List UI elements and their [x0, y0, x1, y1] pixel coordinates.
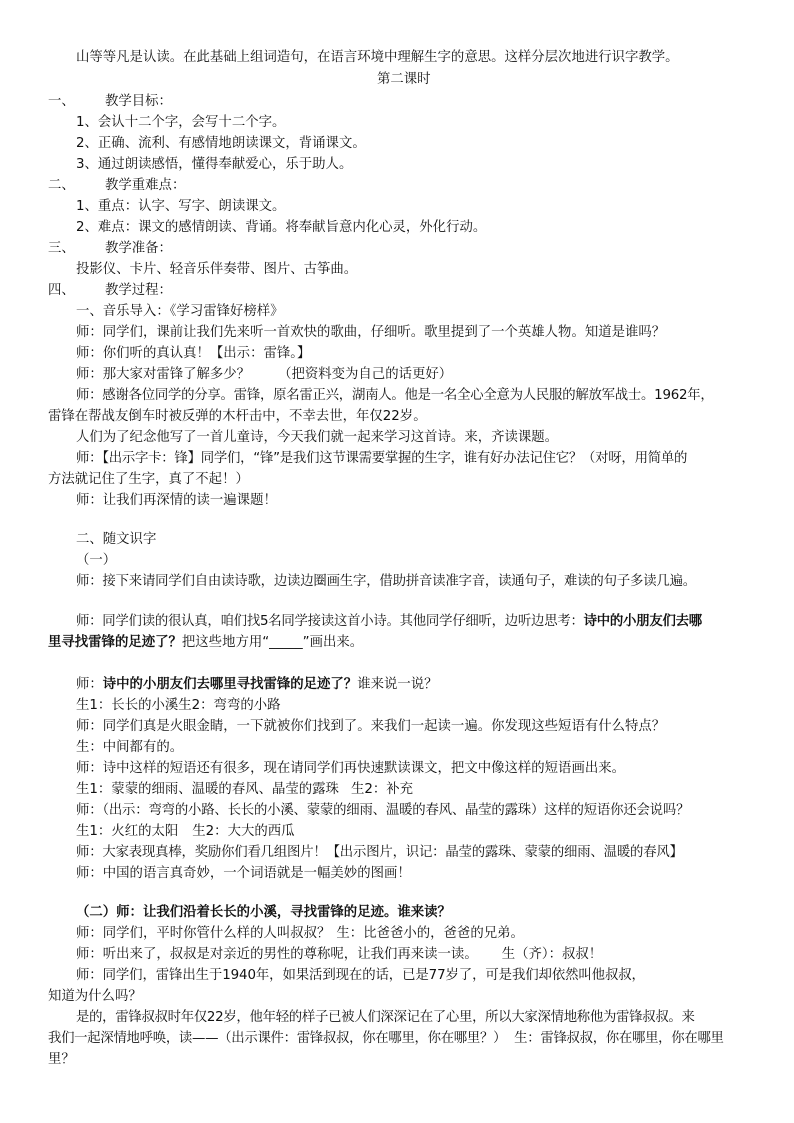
subsection-heading: 二、随文识字 — [76, 532, 157, 547]
section-number: 一、 — [48, 94, 75, 109]
paragraph-line: 知道为什么吗？ — [48, 989, 142, 1004]
dialogue-text: 师：听出来了，叔叔是对亲近的男性的尊称呢，让我们再来读一读。 — [76, 947, 478, 962]
dialogue-line — [48, 633, 363, 653]
dialogue-line: 师：【出示字卡：锋】同学们，“锋”是我们这节课需要掌握的生字，谁有好办法记住它？（对呀，用简单的 — [76, 451, 688, 466]
dialogue-line: 师：接下来请同学们自由读诗歌，边读边圈画生字，借助拼音读准字音，读通句子，难读的句子多读几遍。 — [76, 574, 696, 589]
section-heading: 教学目标： — [105, 94, 172, 109]
paragraph-line: 人们为了纪念他写了一首儿童诗，今天我们就一起来学习这首诗。来，齐读课题。 — [76, 430, 559, 445]
dialogue-line: 师：诗中这样的短语还有很多，现在请同学们再快速默读课文，把文中像这样的短语画出来。 — [76, 761, 626, 776]
paragraph-line: 雷锋在帮战友倒车时被反弹的木杆击中，不幸去世，年仅22岁。 — [48, 409, 427, 424]
dialogue-text: 生1：火红的太阳 — [76, 824, 179, 839]
paragraph-line: 里？ — [48, 1052, 75, 1067]
subsection-heading: （二）师：让我们沿着长长的小溪，寻找雷锋的足迹。谁来读？ — [76, 905, 451, 920]
dialogue-line: 师：同学们，雷锋出生于1940年，如果活到现在的话，已是77岁了，可是我们却依然叫他叔叔， — [76, 968, 645, 983]
section-heading: 教学准备： — [105, 241, 172, 256]
dialogue-line: 师：大家表现真棒，奖励你们看几组图片！【出示图片，识记：晶莹的露珠、蒙蒙的细雨、温暖的春风】 — [76, 845, 683, 860]
dialogue-text: 师：那大家对雷锋了解多少？ — [76, 367, 251, 382]
dialogue-line: 师：（出示：弯弯的小路、长长的小溪、蒙蒙的细雨、温暖的春风、晶莹的露珠）这样的短语你还会说吗？ — [76, 803, 690, 818]
key-question: 诗中的小朋友们去哪 — [583, 614, 702, 629]
paragraph-line: 方法就记住了生字，真了不起！） — [48, 472, 249, 487]
speaker-label: 师： — [76, 677, 103, 692]
dialogue-line: 师：让我们再深情的读一遍课题！ — [76, 493, 277, 508]
list-item: 1、会认十二个字，会写十二个字。 — [76, 115, 286, 130]
section-number: 二、 — [48, 178, 75, 193]
dialogue-text: 把这些地方用“_____”画出来。 — [181, 635, 364, 650]
paragraph-line: 投影仪、卡片、轻音乐伴奏带、图片、古筝曲。 — [76, 262, 358, 277]
dialogue-line: 师：中国的语言真奇妙，一个词语就是一幅美妙的图画！ — [76, 866, 411, 881]
section-number: 四、 — [48, 283, 75, 298]
paragraph-line: 是的，雷锋叔叔时年仅22岁，他年轻的样子已被人们深深记在了心里，所以大家深情地称他为雷锋叔叔。来 — [76, 1010, 695, 1025]
dialogue-text: 生2：大大的西瓜 — [192, 824, 295, 839]
dialogue-text: 谁来说一说？ — [357, 677, 438, 692]
dialogue-line — [76, 612, 702, 632]
dialogue-text: 生：比爸爸小的，爸爸的兄弟。 — [336, 926, 524, 941]
dialogue-line — [76, 924, 524, 944]
paragraph-line — [48, 1029, 724, 1049]
dialogue-text: 生1：蒙蒙的细雨、温暖的春风、晶莹的露珠 — [76, 782, 339, 797]
section-heading: 教学重难点： — [105, 178, 186, 193]
dialogue-line — [76, 675, 438, 695]
dialogue-line: 师：你们听的真认真！【出示：雷锋。】 — [76, 346, 311, 361]
dialogue-text: 我们一起深情地呼唤，读——（出示课件：雷锋叔叔，你在哪里，你在哪里？） — [48, 1031, 507, 1046]
key-question: 里寻找雷锋的足迹了？ — [48, 635, 182, 650]
dialogue-line — [76, 780, 413, 800]
dialogue-line — [76, 365, 452, 385]
list-item: 3、通过朗读感悟，懂得奉献爱心，乐于助人。 — [76, 157, 353, 172]
dialogue-text: 师：同学们，平时你管什么样的人叫叔叔？ — [76, 926, 331, 941]
key-question: 诗中的小朋友们去哪里寻找雷锋的足迹了？ — [102, 677, 358, 692]
dialogue-note: （把资料变为自己的话更好） — [278, 367, 453, 382]
section-title: 第二课时 — [377, 72, 431, 87]
list-item: 2、正确、流利、有感情地朗读课文，背诵课文。 — [76, 136, 366, 151]
dialogue-line — [76, 822, 295, 842]
subsection-heading: 一、音乐导入：《学习雷锋好榜样》 — [76, 304, 284, 319]
dialogue-text: 师：同学们读的很认真，咱们找5名同学接读这首小诗。其他同学仔细听，边听边思考： — [76, 614, 584, 629]
paragraph-line: 山等等凡是认读。在此基础上组词造句，在语言环境中理解生字的意思。这样分层次地进行识字教学。 — [76, 50, 679, 65]
subsection-number: （一） — [76, 553, 117, 568]
dialogue-text: 生2：补充 — [350, 782, 414, 797]
dialogue-line: 师：同学们真是火眼金睛，一下就被你们找到了。来我们一起读一遍。你发现这些短语有什么特点？ — [76, 719, 666, 734]
dialogue-line: 生1：长长的小溪生2：弯弯的小路 — [76, 698, 281, 713]
dialogue-line: 师：感谢各位同学的分享。雷锋，原名雷正兴，湖南人。他是一名全心全意为人民服的解放军战士。1962年， — [76, 388, 714, 403]
dialogue-text: 生（齐）：叔叔！ — [501, 947, 603, 962]
dialogue-line — [76, 945, 602, 965]
dialogue-line: 师：同学们，课前让我们先来听一首欢快的歌曲，仔细听。歌里提到了一个英雄人物。知道是谁吗？ — [76, 325, 666, 340]
section-heading: 教学过程： — [105, 283, 172, 298]
list-item: 1、重点：认字、写字、朗读课文。 — [76, 199, 286, 214]
dialogue-line: 生：中间都有的。 — [76, 740, 184, 755]
list-item: 2、难点：课文的感情朗读、背诵。将奉献旨意内化心灵，外化行动。 — [76, 220, 487, 235]
dialogue-text: 生：雷锋叔叔，你在哪里，你在哪里 — [514, 1031, 724, 1046]
section-number: 三、 — [48, 241, 75, 256]
